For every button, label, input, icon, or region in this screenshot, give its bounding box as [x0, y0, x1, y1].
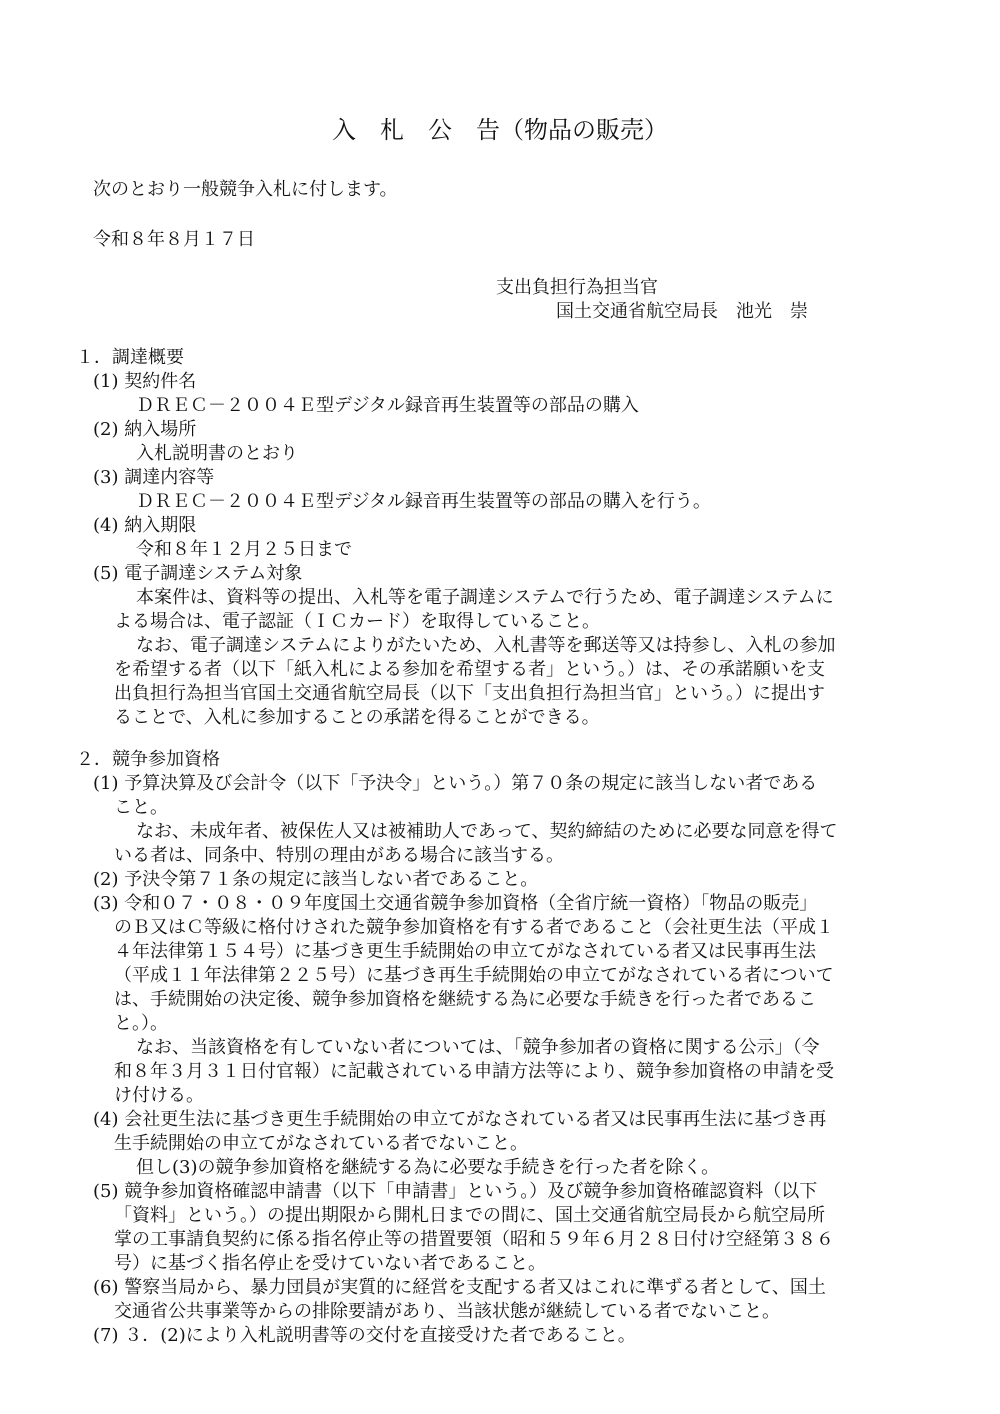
- s2-item-5-line: (5) 競争参加資格確認申請書（以下「申請書」という。）及び競争参加資格確認資料（以下: [93, 1181, 818, 1202]
- document-title: 入 札 公 告（物品の販売）: [332, 116, 668, 144]
- s2-item-6-line: (6) 警察当局から、暴力団員が実質的に経営を支配する者又はこれに準ずる者として、国土: [93, 1277, 826, 1298]
- s2-item-1-line: いる者は、同条中、特別の理由がある場合に該当する。: [114, 845, 564, 866]
- s2-item-5-line: 掌の工事請負契約に係る指名停止等の措置要領（昭和５９年６月２８日付け空経第３８６: [114, 1229, 834, 1250]
- s2-item-3-line: （平成１１年法律第２２５号）に基づき再生手続開始の申立てがなされている者について: [114, 965, 834, 986]
- s1-item-4-text: 令和８年１２月２５日まで: [136, 539, 352, 560]
- s2-item-3-line: ４年法律第１５４号）に基づき更生手続開始の申立てがなされている者又は民事再生法: [114, 941, 816, 962]
- s1-item-5-line: 本案件は、資料等の提出、入札等を電子調達システムで行うため、電子調達システムに: [136, 587, 834, 608]
- s2-item-1-line: (1) 予算決算及び会計令（以下「予決令」という。）第７０条の規定に該当しない者である: [93, 773, 818, 794]
- s2-item-4-line: 但し(3)の競争参加資格を継続する為に必要な手続きを行った者を除く。: [136, 1157, 720, 1178]
- s2-item-7-line: (7) ３．(2)により入札説明書等の交付を直接受けた者であること。: [93, 1325, 636, 1346]
- s2-item-3-line: (3) 令和０７・０８・０９年度国土交通省競争参加資格（全省庁統一資格）「物品の販売」: [93, 893, 818, 914]
- s1-item-5-line: よる場合は、電子認証（ＩＣカード）を取得していること。: [114, 611, 600, 632]
- s2-item-4-line: 生手続開始の申立てがなされている者でないこと。: [114, 1133, 528, 1154]
- s2-item-5-line: 「資料」という。）の提出期限から開札日までの間に、国土交通省航空局長から航空局所: [114, 1205, 825, 1226]
- s1-item-4-label: (4) 納入期限: [93, 515, 197, 536]
- section-1-heading: １．調達概要: [76, 347, 184, 368]
- s2-item-5-line: 号）に基づく指名停止を受けていない者であること。: [114, 1253, 546, 1274]
- s2-item-1-line: なお、未成年者、被保佐人又は被補助人であって、契約締結のために必要な同意を得て: [136, 821, 838, 842]
- s1-item-2-text: 入札説明書のとおり: [136, 443, 298, 464]
- notice-date: 令和８年８月１７日: [93, 229, 255, 250]
- s2-item-3-line: は、手続開始の決定後、競争参加資格を継続する為に必要な手続きを行った者であるこ: [114, 989, 816, 1010]
- s1-item-1-text: ＤＲＥＣ－２００４Ｅ型デジタル録音再生装置等の部品の購入: [136, 395, 639, 416]
- section-2-heading: ２．競争参加資格: [76, 749, 220, 770]
- s1-item-5-label: (5) 電子調達システム対象: [93, 563, 303, 584]
- s2-item-2-line: (2) 予決令第７１条の規定に該当しない者であること。: [93, 869, 539, 890]
- issuer-role: 支出負担行為担当官: [496, 277, 658, 298]
- s1-item-5-line: なお、電子調達システムによりがたいため、入札書等を郵送等又は持参し、入札の参加: [136, 635, 836, 656]
- s1-item-2-label: (2) 納入場所: [93, 419, 197, 440]
- s2-item-6-line: 交通省公共事業等からの排除要請があり、当該状態が継続している者でないこと。: [114, 1301, 780, 1322]
- s1-item-5-line: を希望する者（以下「紙入札による参加を希望する者」という。）は、その承諾願いを支: [114, 659, 825, 680]
- s2-item-3-line: のＢ又はＣ等級に格付けされた競争参加資格を有する者であること（会社更生法（平成１: [114, 917, 834, 938]
- s1-item-5-line: ることで、入札に参加することの承諾を得ることができる。: [114, 707, 600, 728]
- issuer-name: 国土交通省航空局長 池光 崇: [556, 301, 808, 322]
- s1-item-3-label: (3) 調達内容等: [93, 467, 215, 488]
- s2-item-3-line: 和８年３月３１日付官報）に記載されている申請方法等により、競争参加資格の申請を受: [114, 1061, 834, 1082]
- s1-item-1-label: (1) 契約件名: [93, 371, 197, 392]
- s1-item-5-line: 出負担行為担当官国土交通省航空局長（以下「支出負担行為担当官」という。）に提出す: [114, 683, 825, 704]
- s2-item-4-line: (4) 会社更生法に基づき更生手続開始の申立てがなされている者又は民事再生法に基づき再: [93, 1109, 827, 1130]
- s2-item-3-line: と。）。: [114, 1013, 168, 1034]
- s1-item-3-text: ＤＲＥＣ－２００４Ｅ型デジタル録音再生装置等の部品の購入を行う。: [136, 491, 711, 512]
- s2-item-3-line: け付ける。: [114, 1085, 204, 1106]
- s2-item-1-line: こと。: [114, 797, 168, 818]
- intro-text: 次のとおり一般競争入札に付します。: [93, 179, 398, 200]
- s2-item-3-line: なお、当該資格を有していない者については、「競争参加者の資格に関する公示」（令: [136, 1037, 820, 1058]
